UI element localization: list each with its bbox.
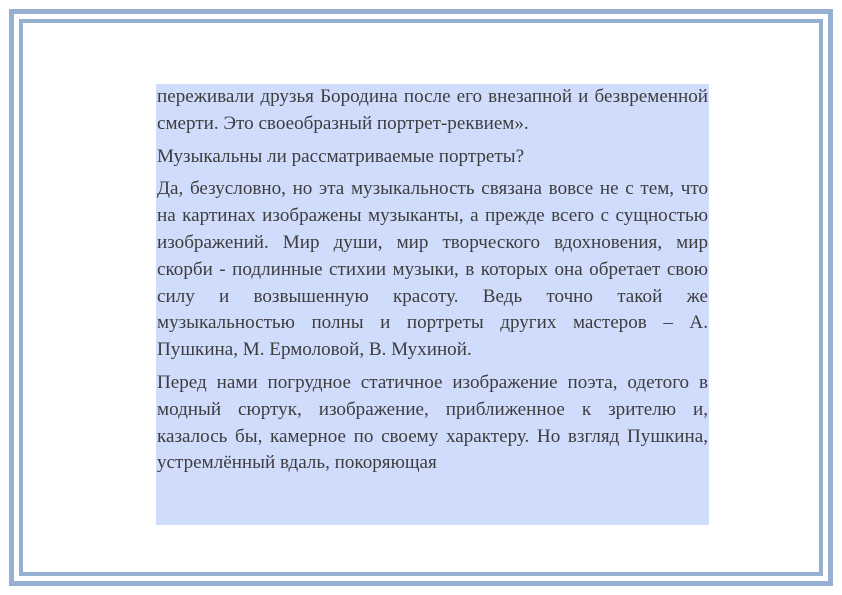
paragraph-question: Музыкальны ли рассматриваемые портреты? (157, 145, 525, 167)
paragraph-pushkin-portrait: Перед нами погрудное статичное изображение поэта, одетого в модный сюртук, изображение, приближенное к зрителю и, казалось бы, камерное по своему характеру. Но взгляд Пушкина, устремлённый вдаль, покоряющая (157, 371, 708, 474)
paragraph-borodin-requiem: переживали друзья Бородина после его внезапной и безвременной смерти. Это своеобразный портрет-реквием». (157, 86, 708, 134)
text-box (156, 84, 709, 525)
paragraph-musicality-answer: Да, безусловно, но эта музыкальность связана вовсе не с тем, что на картинах изображены музыканты, а прежде всего с сущностью изображений. Мир души, мир творческого вдохновения, мир скорби - подлинные стихии музыки, в которых она обретает свою силу и возвышенную красоту. Ведь точно такой же музыкальностью полны и портреты других мастеров – А. Пушкина, М. Ермоловой, В. Мухиной. (157, 178, 708, 361)
